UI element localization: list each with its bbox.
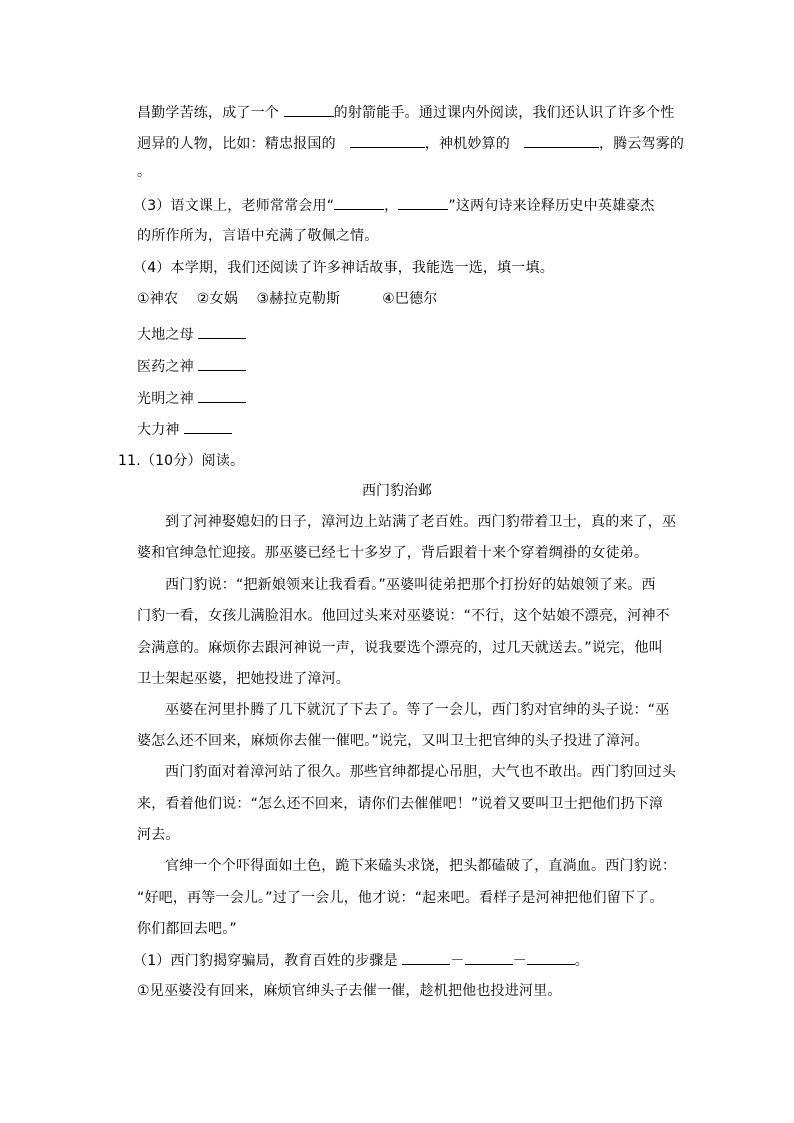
sub-question-1: [133, 951, 589, 970]
passage-line: 婆和官绅急忙迎接。那巫婆已经七十多岁了，背后跟着十来个穿着绸褂的女徒弟。: [137, 545, 649, 561]
option: ①神农: [137, 291, 179, 307]
fill-line: [137, 420, 232, 439]
passage-line: 婆怎么还不回来，麻烦你去催一催吧。”说完，又叫卫士把官绅的头子投进了漳河。: [137, 733, 649, 749]
option: ②女娲: [196, 291, 238, 307]
text: 的射箭能手。通过课内外阅读，我们还认识了许多个性: [333, 105, 675, 121]
passage-line: 到了河神娶媳妇的日子，漳河边上站满了老百姓。西门豹带着卫士，真的来了，巫: [165, 514, 677, 530]
fill-line: [137, 357, 246, 376]
passage-line: 巫婆在河里扑腾了几下就沉了下去了。等了一会儿，西门豹对官绅的头子说：“巫: [165, 702, 670, 718]
answer-blank[interactable]: [284, 103, 334, 117]
option: ④巴德尔: [382, 291, 438, 307]
passage-line: 西门豹面对着漳河站了很久。那些官绅都提心吊胆，大气也不敢出。西门豹回过头: [165, 764, 677, 780]
answer-blank[interactable]: [350, 134, 425, 148]
option: ③赫拉克勒斯: [256, 291, 341, 307]
answer-blank[interactable]: [334, 196, 384, 210]
answer-blank[interactable]: [184, 420, 232, 434]
question-11-heading: 11.（10分）阅读。: [118, 453, 245, 469]
text-line: [137, 134, 684, 153]
dash: －: [450, 953, 465, 969]
text-line: [137, 103, 674, 122]
answer-blank[interactable]: [398, 196, 448, 210]
text-line: 。: [137, 164, 152, 180]
fill-line: [137, 325, 246, 344]
passage-title: 西门豹治邺: [362, 483, 432, 499]
text: 。: [574, 953, 589, 969]
text: 迥异的人物，比如：精忠报国的: [137, 136, 341, 152]
step-option: ①见巫婆没有回来，麻烦官绅头子去催一催，趁机把他也投进河里。: [137, 983, 562, 999]
label: 大地之母: [137, 327, 199, 343]
passage-line: 来，看着他们说：“怎么还不回来，请你们去催催吧！”说着又要叫卫士把他们扔下漳: [137, 796, 664, 812]
text: （3）语文课上，老师常常会用“: [133, 198, 335, 214]
text: ”这两句诗来诠释历史中英雄豪杰: [448, 198, 655, 214]
question-4: （4）本学期，我们还阅读了许多神话故事，我能选一选，填一填。: [133, 260, 554, 276]
answer-blank[interactable]: [198, 357, 246, 371]
label: 医药之神: [137, 359, 199, 375]
passage-line: 你们都回去吧。”: [137, 921, 237, 937]
dash: －: [512, 953, 527, 969]
label: 大力神: [137, 422, 185, 438]
answer-blank[interactable]: [524, 134, 599, 148]
answer-blank[interactable]: [465, 951, 513, 965]
passage-line: 会满意的。麻烦你去跟河神说一声，说我要选个漂亮的，过几天就送去。”说完，他叫: [137, 640, 663, 656]
passage-line: 河去。: [137, 827, 180, 843]
options-line: [137, 290, 438, 308]
text: （1）西门豹揭穿骗局，教育百姓的步骤是: [133, 953, 403, 969]
answer-blank[interactable]: [402, 951, 450, 965]
text: ，: [384, 198, 399, 214]
passage-line: “好吧，再等一会儿。”过了一会儿，他才说：“起来吧。看样子是河神把他们留下了。: [137, 890, 664, 906]
text-line: 的所作所为，言语中充满了敬佩之情。: [137, 228, 379, 244]
passage-line: 门豹一看，女孩儿满脸泪水。他回过头来对巫婆说：“不行，这个姑娘不漂亮，河神不: [137, 608, 670, 624]
passage-line: 卫士架起巫婆，把她投进了漳河。: [137, 671, 350, 687]
question-3: [133, 196, 655, 215]
fill-line: [137, 389, 246, 408]
passage-line: 官绅一个个吓得面如土色，跪下来磕头求饶，把头都磕破了，直淌血。西门豹说：: [165, 858, 677, 874]
text: ，腾云驾雾的: [598, 136, 685, 152]
answer-blank[interactable]: [527, 951, 575, 965]
answer-blank[interactable]: [198, 325, 246, 339]
passage-line: 西门豹说：“把新娘领来让我看看。”巫婆叫徒弟把那个打扮好的姑娘领了来。西: [165, 577, 656, 593]
answer-blank[interactable]: [198, 389, 246, 403]
text: 昌勤学苦练，成了一个: [137, 105, 284, 121]
text: ，神机妙算的: [424, 136, 515, 152]
label: 光明之神: [137, 391, 199, 407]
